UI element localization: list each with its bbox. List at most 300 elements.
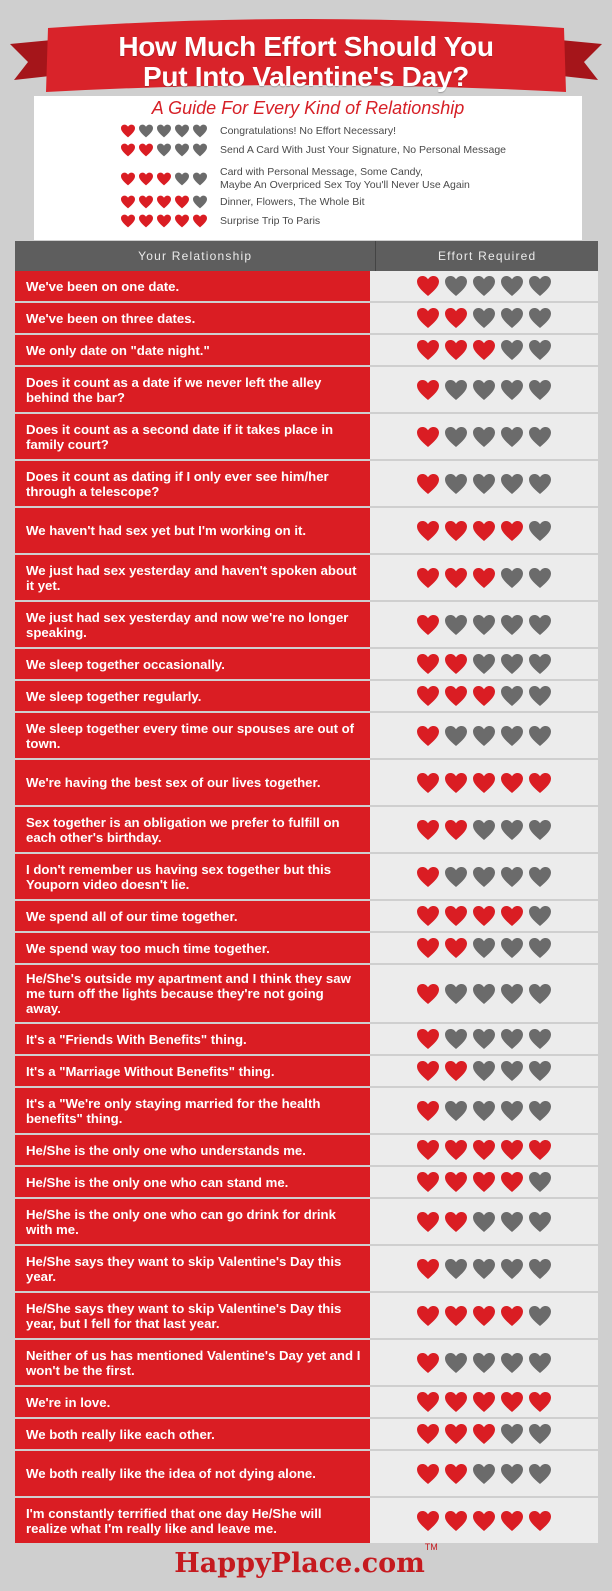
heart-empty-icon bbox=[528, 567, 552, 589]
heart-filled-icon bbox=[444, 819, 468, 841]
heart-filled-icon bbox=[472, 772, 496, 794]
effort-hearts bbox=[416, 339, 552, 361]
heart-empty-icon bbox=[500, 1352, 524, 1374]
heart-empty-icon bbox=[500, 725, 524, 747]
effort-table bbox=[15, 241, 598, 1545]
table-row bbox=[15, 367, 598, 414]
table-row bbox=[15, 1293, 598, 1340]
table-row bbox=[15, 1451, 598, 1498]
heart-empty-icon bbox=[528, 307, 552, 329]
heart-empty-icon bbox=[500, 275, 524, 297]
heart-empty-icon bbox=[472, 614, 496, 636]
heart-filled-icon bbox=[416, 1139, 440, 1161]
effort-cell bbox=[370, 1387, 598, 1417]
heart-filled-icon bbox=[472, 905, 496, 927]
effort-cell bbox=[370, 1056, 598, 1086]
heart-filled-icon bbox=[528, 772, 552, 794]
heart-filled-icon bbox=[444, 1423, 468, 1445]
effort-cell bbox=[370, 760, 598, 805]
heart-empty-icon bbox=[444, 725, 468, 747]
heart-empty-icon bbox=[528, 275, 552, 297]
legend-text-line: Send A Card With Just Your Signature, No Personal Message bbox=[220, 143, 506, 156]
heart-empty-icon bbox=[500, 567, 524, 589]
heart-filled-icon bbox=[138, 214, 154, 228]
table-header bbox=[15, 241, 598, 271]
heart-empty-icon bbox=[528, 905, 552, 927]
heart-filled-icon bbox=[472, 1423, 496, 1445]
effort-cell bbox=[370, 854, 598, 899]
heart-empty-icon bbox=[500, 1060, 524, 1082]
effort-cell bbox=[370, 1246, 598, 1291]
heart-empty-icon bbox=[138, 124, 154, 138]
effort-cell bbox=[370, 901, 598, 931]
heart-filled-icon bbox=[156, 195, 172, 209]
effort-cell bbox=[370, 1293, 598, 1338]
legend-text-line: Congratulations! No Effort Necessary! bbox=[220, 124, 397, 137]
table-row bbox=[15, 1387, 598, 1419]
heart-empty-icon bbox=[500, 1423, 524, 1445]
heart-filled-icon bbox=[416, 520, 440, 542]
relationship-cell: We just had sex yesterday and haven't spoken about it yet. bbox=[15, 555, 370, 600]
effort-hearts bbox=[416, 983, 552, 1005]
heart-empty-icon bbox=[472, 307, 496, 329]
heart-empty-icon bbox=[444, 1028, 468, 1050]
relationship-cell: Sex together is an obligation we prefer to fulfill on each other's birthday. bbox=[15, 807, 370, 852]
legend-panel bbox=[34, 96, 582, 240]
table-row bbox=[15, 1088, 598, 1135]
heart-empty-icon bbox=[528, 473, 552, 495]
relationship-cell: It's a "Marriage Without Benefits" thing. bbox=[15, 1056, 370, 1086]
heart-filled-icon bbox=[444, 653, 468, 675]
relationship-cell: I don't remember us having sex together but this Youporn video doesn't lie. bbox=[15, 854, 370, 899]
heart-filled-icon bbox=[138, 195, 154, 209]
effort-cell bbox=[370, 965, 598, 1022]
heart-filled-icon bbox=[500, 905, 524, 927]
relationship-cell: We only date on "date night." bbox=[15, 335, 370, 365]
effort-cell bbox=[370, 1135, 598, 1165]
table-row bbox=[15, 1340, 598, 1387]
heart-filled-icon bbox=[416, 473, 440, 495]
effort-hearts bbox=[416, 1028, 552, 1050]
heart-empty-icon bbox=[444, 983, 468, 1005]
relationship-cell: We've been on one date. bbox=[15, 271, 370, 301]
effort-hearts bbox=[416, 520, 552, 542]
heart-empty-icon bbox=[500, 937, 524, 959]
heart-empty-icon bbox=[528, 1423, 552, 1445]
heart-filled-icon bbox=[416, 772, 440, 794]
effort-cell bbox=[370, 933, 598, 963]
relationship-cell: We sleep together every time our spouses are out of town. bbox=[15, 713, 370, 758]
heart-empty-icon bbox=[192, 172, 208, 186]
column-header-effort: Effort Required bbox=[437, 249, 537, 263]
relationship-cell: He/She is the only one who can stand me. bbox=[15, 1167, 370, 1197]
heart-filled-icon bbox=[416, 1423, 440, 1445]
table-row bbox=[15, 1498, 598, 1545]
relationship-cell: We just had sex yesterday and now we're no longer speaking. bbox=[15, 602, 370, 647]
legend-text-line: Card with Personal Message, Some Candy, bbox=[220, 166, 423, 178]
relationship-cell: I'm constantly terrified that one day He/She will realize what I'm really like and leave me. bbox=[15, 1498, 370, 1543]
effort-hearts bbox=[416, 379, 552, 401]
heart-empty-icon bbox=[528, 379, 552, 401]
heart-empty-icon bbox=[444, 426, 468, 448]
heart-empty-icon bbox=[500, 1258, 524, 1280]
heart-empty-icon bbox=[500, 426, 524, 448]
table-row bbox=[15, 965, 598, 1024]
legend-text bbox=[220, 215, 320, 228]
relationship-cell: He/She is the only one who can go drink for drink with me. bbox=[15, 1199, 370, 1244]
table-row bbox=[15, 461, 598, 508]
heart-empty-icon bbox=[528, 1305, 552, 1327]
heart-filled-icon bbox=[416, 426, 440, 448]
heart-filled-icon bbox=[416, 725, 440, 747]
effort-cell bbox=[370, 1498, 598, 1543]
heart-empty-icon bbox=[174, 143, 190, 157]
heart-empty-icon bbox=[444, 379, 468, 401]
heart-empty-icon bbox=[192, 124, 208, 138]
heart-filled-icon bbox=[416, 1211, 440, 1233]
heart-filled-icon bbox=[500, 1391, 524, 1413]
table-row bbox=[15, 649, 598, 681]
effort-cell bbox=[370, 335, 598, 365]
legend-text bbox=[220, 125, 396, 138]
legend-text-line: Maybe An Overpriced Sex Toy You'll Never Use Again bbox=[220, 179, 470, 191]
relationship-cell: He/She says they want to skip Valentine's Day this year, but I fell for that last year. bbox=[15, 1293, 370, 1338]
heart-filled-icon bbox=[444, 1139, 468, 1161]
heart-empty-icon bbox=[472, 1352, 496, 1374]
heart-empty-icon bbox=[472, 379, 496, 401]
effort-hearts bbox=[416, 653, 552, 675]
effort-hearts bbox=[416, 1060, 552, 1082]
relationship-cell: Does it count as a date if we never left the alley behind the bar? bbox=[15, 367, 370, 412]
heart-filled-icon bbox=[416, 614, 440, 636]
relationship-cell: He/She says they want to skip Valentine's Day this year. bbox=[15, 1246, 370, 1291]
heart-filled-icon bbox=[472, 1171, 496, 1193]
heart-empty-icon bbox=[500, 685, 524, 707]
heart-empty-icon bbox=[528, 937, 552, 959]
heart-empty-icon bbox=[444, 1100, 468, 1122]
heart-empty-icon bbox=[444, 473, 468, 495]
table-row bbox=[15, 335, 598, 367]
heart-empty-icon bbox=[156, 143, 172, 157]
legend-item bbox=[120, 214, 320, 228]
heart-filled-icon bbox=[416, 819, 440, 841]
heart-empty-icon bbox=[156, 124, 172, 138]
relationship-cell: He/She is the only one who understands me. bbox=[15, 1135, 370, 1165]
heart-filled-icon bbox=[444, 1211, 468, 1233]
heart-filled-icon bbox=[472, 520, 496, 542]
heart-empty-icon bbox=[472, 866, 496, 888]
heart-filled-icon bbox=[416, 339, 440, 361]
heart-filled-icon bbox=[416, 1463, 440, 1485]
heart-empty-icon bbox=[192, 195, 208, 209]
relationship-cell: We spend way too much time together. bbox=[15, 933, 370, 963]
effort-cell bbox=[370, 508, 598, 553]
heart-filled-icon bbox=[192, 214, 208, 228]
heart-filled-icon bbox=[444, 1305, 468, 1327]
heart-empty-icon bbox=[472, 937, 496, 959]
relationship-cell: We've been on three dates. bbox=[15, 303, 370, 333]
effort-hearts bbox=[416, 725, 552, 747]
heart-filled-icon bbox=[416, 379, 440, 401]
heart-empty-icon bbox=[500, 307, 524, 329]
effort-hearts bbox=[416, 1139, 552, 1161]
table-row bbox=[15, 1056, 598, 1088]
heart-filled-icon bbox=[500, 1139, 524, 1161]
legend-item bbox=[120, 143, 506, 157]
heart-filled-icon bbox=[416, 866, 440, 888]
effort-cell bbox=[370, 649, 598, 679]
table-row bbox=[15, 1199, 598, 1246]
heart-empty-icon bbox=[444, 866, 468, 888]
heart-empty-icon bbox=[528, 1028, 552, 1050]
heart-filled-icon bbox=[444, 307, 468, 329]
heart-empty-icon bbox=[500, 1028, 524, 1050]
table-row bbox=[15, 303, 598, 335]
relationship-cell: We spend all of our time together. bbox=[15, 901, 370, 931]
effort-cell bbox=[370, 1167, 598, 1197]
effort-hearts bbox=[416, 614, 552, 636]
heart-empty-icon bbox=[500, 1211, 524, 1233]
heart-filled-icon bbox=[500, 1510, 524, 1532]
heart-empty-icon bbox=[444, 614, 468, 636]
heart-empty-icon bbox=[472, 473, 496, 495]
heart-filled-icon bbox=[500, 1171, 524, 1193]
heart-empty-icon bbox=[472, 1463, 496, 1485]
table-row bbox=[15, 854, 598, 901]
heart-filled-icon bbox=[444, 905, 468, 927]
heart-filled-icon bbox=[416, 983, 440, 1005]
table-row bbox=[15, 508, 598, 555]
table-row bbox=[15, 1135, 598, 1167]
heart-empty-icon bbox=[528, 1352, 552, 1374]
effort-cell bbox=[370, 1419, 598, 1449]
heart-empty-icon bbox=[528, 1463, 552, 1485]
effort-hearts bbox=[416, 1258, 552, 1280]
heart-filled-icon bbox=[120, 143, 136, 157]
table-row bbox=[15, 271, 598, 303]
heart-empty-icon bbox=[192, 143, 208, 157]
effort-cell bbox=[370, 807, 598, 852]
heart-filled-icon bbox=[416, 905, 440, 927]
effort-hearts bbox=[416, 567, 552, 589]
heart-empty-icon bbox=[472, 725, 496, 747]
heart-filled-icon bbox=[416, 307, 440, 329]
effort-cell bbox=[370, 1451, 598, 1496]
table-row bbox=[15, 901, 598, 933]
heart-filled-icon bbox=[416, 1060, 440, 1082]
legend-item bbox=[120, 195, 365, 209]
heart-filled-icon bbox=[528, 1510, 552, 1532]
table-row bbox=[15, 807, 598, 854]
effort-cell bbox=[370, 1199, 598, 1244]
relationship-cell: We sleep together regularly. bbox=[15, 681, 370, 711]
heart-filled-icon bbox=[444, 339, 468, 361]
heart-filled-icon bbox=[120, 214, 136, 228]
heart-empty-icon bbox=[528, 1171, 552, 1193]
effort-cell bbox=[370, 367, 598, 412]
effort-hearts bbox=[416, 1171, 552, 1193]
heart-filled-icon bbox=[444, 937, 468, 959]
heart-filled-icon bbox=[444, 567, 468, 589]
effort-hearts bbox=[416, 1305, 552, 1327]
heart-filled-icon bbox=[416, 1391, 440, 1413]
table-row bbox=[15, 414, 598, 461]
heart-empty-icon bbox=[500, 339, 524, 361]
legend-text-line: Surprise Trip To Paris bbox=[220, 214, 321, 227]
legend-hearts bbox=[120, 143, 216, 157]
heart-filled-icon bbox=[500, 1305, 524, 1327]
relationship-cell: We're having the best sex of our lives together. bbox=[15, 760, 370, 805]
table-row bbox=[15, 713, 598, 760]
relationship-cell: We sleep together occasionally. bbox=[15, 649, 370, 679]
table-row bbox=[15, 933, 598, 965]
heart-empty-icon bbox=[528, 614, 552, 636]
heart-filled-icon bbox=[472, 1139, 496, 1161]
heart-filled-icon bbox=[416, 937, 440, 959]
effort-hearts bbox=[416, 1463, 552, 1485]
effort-cell bbox=[370, 1088, 598, 1133]
heart-empty-icon bbox=[444, 1352, 468, 1374]
effort-cell bbox=[370, 1024, 598, 1054]
subtitle: A Guide For Every Kind of Relationship bbox=[151, 98, 465, 118]
heart-empty-icon bbox=[528, 819, 552, 841]
heart-filled-icon bbox=[444, 1391, 468, 1413]
heart-empty-icon bbox=[528, 725, 552, 747]
heart-empty-icon bbox=[528, 520, 552, 542]
heart-empty-icon bbox=[472, 819, 496, 841]
heart-filled-icon bbox=[444, 1060, 468, 1082]
heart-empty-icon bbox=[500, 653, 524, 675]
effort-cell bbox=[370, 713, 598, 758]
relationship-cell: We haven't had sex yet but I'm working on it. bbox=[15, 508, 370, 553]
table-row bbox=[15, 602, 598, 649]
effort-hearts bbox=[416, 937, 552, 959]
table-body bbox=[15, 271, 598, 1545]
heart-filled-icon bbox=[472, 685, 496, 707]
table-row bbox=[15, 1246, 598, 1293]
title-line-2: Put Into Valentine's Day? bbox=[143, 61, 469, 92]
effort-cell bbox=[370, 681, 598, 711]
table-row bbox=[15, 681, 598, 713]
table-row bbox=[15, 760, 598, 807]
heart-filled-icon bbox=[156, 172, 172, 186]
heart-filled-icon bbox=[472, 1391, 496, 1413]
effort-hearts bbox=[416, 1391, 552, 1413]
heart-empty-icon bbox=[500, 983, 524, 1005]
effort-hearts bbox=[416, 1510, 552, 1532]
relationship-cell: We're in love. bbox=[15, 1387, 370, 1417]
effort-hearts bbox=[416, 685, 552, 707]
heart-empty-icon bbox=[472, 653, 496, 675]
heart-empty-icon bbox=[500, 819, 524, 841]
title-line-1: How Much Effort Should You bbox=[118, 31, 494, 62]
legend-text bbox=[220, 166, 470, 192]
heart-filled-icon bbox=[416, 1171, 440, 1193]
relationship-cell: We both really like the idea of not dying alone. bbox=[15, 1451, 370, 1496]
table-row bbox=[15, 555, 598, 602]
heart-filled-icon bbox=[472, 339, 496, 361]
brand-logo[interactable]: HappyPlace.com bbox=[174, 1548, 425, 1579]
heart-filled-icon bbox=[416, 685, 440, 707]
heart-filled-icon bbox=[416, 653, 440, 675]
heart-filled-icon bbox=[174, 195, 190, 209]
heart-filled-icon bbox=[444, 1510, 468, 1532]
effort-hearts bbox=[416, 426, 552, 448]
heart-filled-icon bbox=[500, 520, 524, 542]
heart-filled-icon bbox=[500, 772, 524, 794]
footer bbox=[0, 1542, 612, 1579]
heart-empty-icon bbox=[444, 275, 468, 297]
heart-empty-icon bbox=[528, 653, 552, 675]
heart-empty-icon bbox=[500, 1100, 524, 1122]
heart-filled-icon bbox=[416, 1100, 440, 1122]
heart-filled-icon bbox=[444, 685, 468, 707]
legend-text-line: Dinner, Flowers, The Whole Bit bbox=[220, 195, 365, 208]
heart-filled-icon bbox=[472, 1305, 496, 1327]
heart-empty-icon bbox=[528, 983, 552, 1005]
relationship-cell: He/She's outside my apartment and I think they saw me turn off the lights because they're not going away. bbox=[15, 965, 370, 1022]
title-banner bbox=[10, 14, 602, 106]
table-row bbox=[15, 1419, 598, 1451]
heart-filled-icon bbox=[444, 1463, 468, 1485]
heart-empty-icon bbox=[528, 339, 552, 361]
legend-hearts bbox=[120, 195, 216, 209]
heart-empty-icon bbox=[472, 1028, 496, 1050]
effort-hearts bbox=[416, 1211, 552, 1233]
heart-filled-icon bbox=[416, 1258, 440, 1280]
relationship-cell: It's a "Friends With Benefits" thing. bbox=[15, 1024, 370, 1054]
effort-hearts bbox=[416, 473, 552, 495]
heart-empty-icon bbox=[472, 426, 496, 448]
legend-text bbox=[220, 144, 506, 157]
heart-filled-icon bbox=[416, 1305, 440, 1327]
heart-empty-icon bbox=[528, 1060, 552, 1082]
relationship-cell: It's a "We're only staying married for the health benefits" thing. bbox=[15, 1088, 370, 1133]
heart-filled-icon bbox=[120, 124, 136, 138]
heart-empty-icon bbox=[472, 1100, 496, 1122]
heart-filled-icon bbox=[156, 214, 172, 228]
heart-empty-icon bbox=[500, 473, 524, 495]
table-row bbox=[15, 1024, 598, 1056]
heart-filled-icon bbox=[174, 214, 190, 228]
heart-empty-icon bbox=[500, 866, 524, 888]
heart-empty-icon bbox=[528, 1211, 552, 1233]
effort-hearts bbox=[416, 772, 552, 794]
relationship-cell: Neither of us has mentioned Valentine's Day yet and I won't be the first. bbox=[15, 1340, 370, 1385]
heart-filled-icon bbox=[416, 1510, 440, 1532]
heart-empty-icon bbox=[528, 685, 552, 707]
effort-cell bbox=[370, 461, 598, 506]
heart-filled-icon bbox=[416, 567, 440, 589]
heart-filled-icon bbox=[120, 172, 136, 186]
legend-item bbox=[120, 124, 396, 138]
effort-hearts bbox=[416, 1352, 552, 1374]
heart-empty-icon bbox=[472, 275, 496, 297]
legend-text bbox=[220, 196, 365, 209]
heart-empty-icon bbox=[174, 124, 190, 138]
effort-cell bbox=[370, 271, 598, 301]
effort-hearts bbox=[416, 307, 552, 329]
effort-hearts bbox=[416, 866, 552, 888]
trademark: TM bbox=[424, 1542, 438, 1552]
relationship-cell: We both really like each other. bbox=[15, 1419, 370, 1449]
heart-filled-icon bbox=[416, 1028, 440, 1050]
legend-hearts bbox=[120, 172, 216, 186]
effort-hearts bbox=[416, 275, 552, 297]
legend-item bbox=[120, 166, 470, 192]
heart-filled-icon bbox=[416, 1352, 440, 1374]
effort-hearts bbox=[416, 819, 552, 841]
